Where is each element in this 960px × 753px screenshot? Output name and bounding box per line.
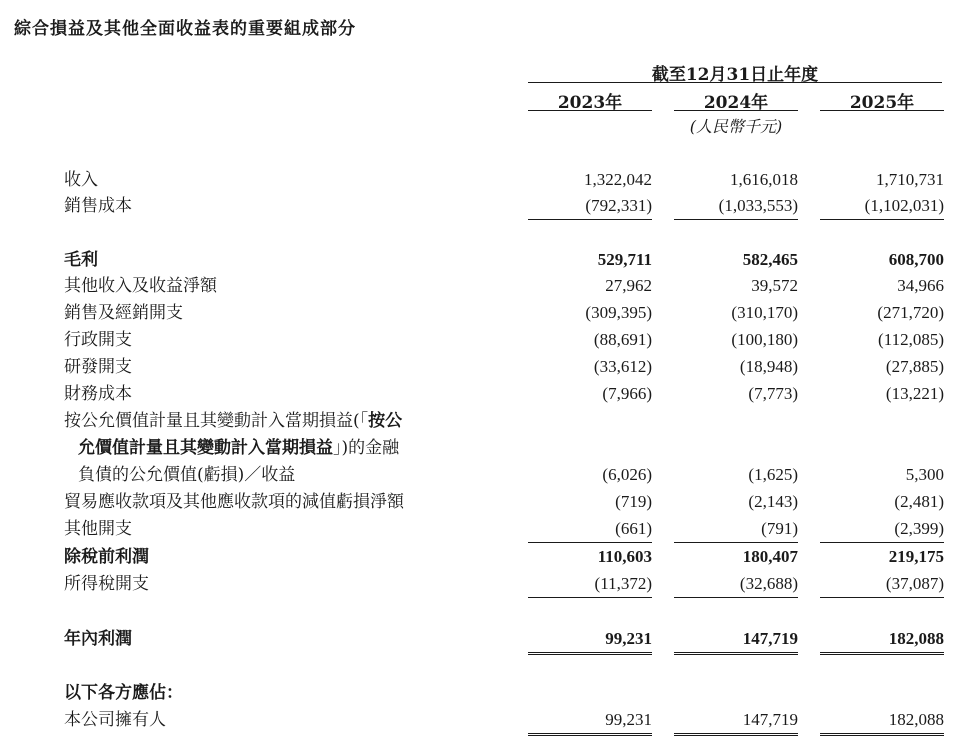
value-2023: (33,612) (593, 357, 652, 376)
row-label: 收入 (64, 170, 98, 190)
label-text: 」)的金融 (333, 438, 400, 458)
row-profit-for-year (0, 626, 960, 652)
value-2023: (88,691) (593, 330, 652, 349)
row-label: 年內利潤 (64, 629, 132, 649)
row-label: 毛利 (64, 250, 98, 270)
value-2025: (271,720) (877, 303, 944, 322)
value-2024: (32,688) (674, 571, 798, 598)
year-rule-2024 (674, 110, 798, 111)
row-fvtpl-line1 (0, 408, 960, 434)
value-2023: 27,962 (605, 276, 652, 295)
row-rd-expenses (0, 354, 960, 380)
value-2025: 34,966 (897, 276, 944, 295)
value-2024: (18,948) (739, 357, 798, 376)
row-gross-profit (0, 247, 960, 273)
row-label: 行政開支 (64, 330, 132, 350)
value-2024: 582,465 (742, 250, 798, 269)
value-2023: 99,231 (528, 707, 652, 736)
row-label: 貿易應收款項及其他應收款項的減值虧損淨額 (64, 492, 404, 512)
statement-title: 綜合損益及其他全面收益表的重要組成部分 (14, 19, 356, 39)
value-2023: (792,331) (528, 193, 652, 220)
value-2024: (2,143) (748, 492, 798, 511)
row-owners (0, 707, 960, 733)
row-profit-before-tax (0, 544, 960, 570)
value-2025: 5,300 (905, 465, 944, 484)
value-2024: 1,616,018 (730, 170, 798, 189)
row-cost-of-sales (0, 193, 960, 219)
value-2025: 182,088 (820, 626, 944, 655)
value-2024: (1,033,553) (674, 193, 798, 220)
value-2025: (1,102,031) (820, 193, 944, 220)
year-header-2025: 2025年 (849, 93, 915, 113)
label-text-bold: 按公 (368, 411, 403, 431)
value-2023: (661) (528, 516, 652, 543)
row-fvtpl (0, 462, 960, 488)
section-heading: 以下各方應佔： (64, 683, 183, 703)
row-label-line1 (64, 408, 402, 434)
row-admin-expenses (0, 327, 960, 353)
value-2024: 180,407 (742, 547, 798, 566)
row-label-line3: 負債的公允價值(虧損)／收益 (78, 465, 296, 485)
row-label: 銷售成本 (64, 196, 132, 216)
value-2023: 1,322,042 (584, 170, 652, 189)
value-2025: (2,399) (820, 516, 944, 543)
value-2025: 182,088 (820, 707, 944, 736)
year-header-2024: 2024年 (703, 93, 769, 113)
row-label: 本公司擁有人 (64, 710, 166, 730)
value-2025: (27,885) (885, 357, 944, 376)
row-finance-costs (0, 381, 960, 407)
row-revenue (0, 167, 960, 193)
row-label: 研發開支 (64, 357, 132, 377)
value-2024: (1,625) (748, 465, 798, 484)
value-2024: (100,180) (731, 330, 798, 349)
row-selling-expenses (0, 300, 960, 326)
value-2023: (309,395) (585, 303, 652, 322)
year-rule-2025 (820, 110, 944, 111)
period-header: 截至12月31日止年度 (651, 65, 819, 85)
row-impairment (0, 489, 960, 515)
value-2024: (310,170) (731, 303, 798, 322)
value-2023: 110,603 (597, 547, 652, 566)
row-label-line2 (78, 435, 399, 461)
period-rule (528, 82, 942, 83)
row-label: 其他開支 (64, 519, 132, 539)
value-2024: 39,572 (751, 276, 798, 295)
row-label: 除稅前利潤 (64, 547, 149, 567)
value-2023: 529,711 (597, 250, 652, 269)
row-fvtpl-line2 (0, 435, 960, 461)
value-2025: 1,710,731 (876, 170, 944, 189)
value-2023: (7,966) (602, 384, 652, 403)
row-income-tax (0, 571, 960, 597)
label-text-bold: 允價值計量且其變動計入當期損益 (78, 438, 333, 458)
row-label: 其他收入及收益淨額 (64, 276, 217, 296)
value-2024: 147,719 (674, 626, 798, 655)
value-2023: (719) (615, 492, 652, 511)
value-2024: 147,719 (674, 707, 798, 736)
value-2023: (11,372) (528, 571, 652, 598)
year-header-2023: 2023年 (557, 93, 623, 113)
value-2025: (112,085) (878, 330, 944, 349)
label-text: 按公允價值計量且其變動計入當期損益(「 (64, 411, 369, 431)
row-label: 所得稅開支 (64, 574, 149, 594)
value-2023: 99,231 (528, 626, 652, 655)
value-2025: (2,481) (894, 492, 944, 511)
value-2025: 608,700 (888, 250, 944, 269)
row-other-income (0, 273, 960, 299)
value-2024: (791) (674, 516, 798, 543)
value-2025: (37,087) (820, 571, 944, 598)
row-other-expenses (0, 516, 960, 542)
value-2025: 219,175 (888, 547, 944, 566)
row-label: 財務成本 (64, 384, 132, 404)
year-rule-2023 (528, 110, 652, 111)
row-attributable-heading (0, 680, 960, 706)
value-2025: (13,221) (885, 384, 944, 403)
value-2023: (6,026) (602, 465, 652, 484)
currency-unit: (人民幣千元) (689, 117, 783, 136)
row-label: 銷售及經銷開支 (64, 303, 183, 323)
value-2024: (7,773) (748, 384, 798, 403)
